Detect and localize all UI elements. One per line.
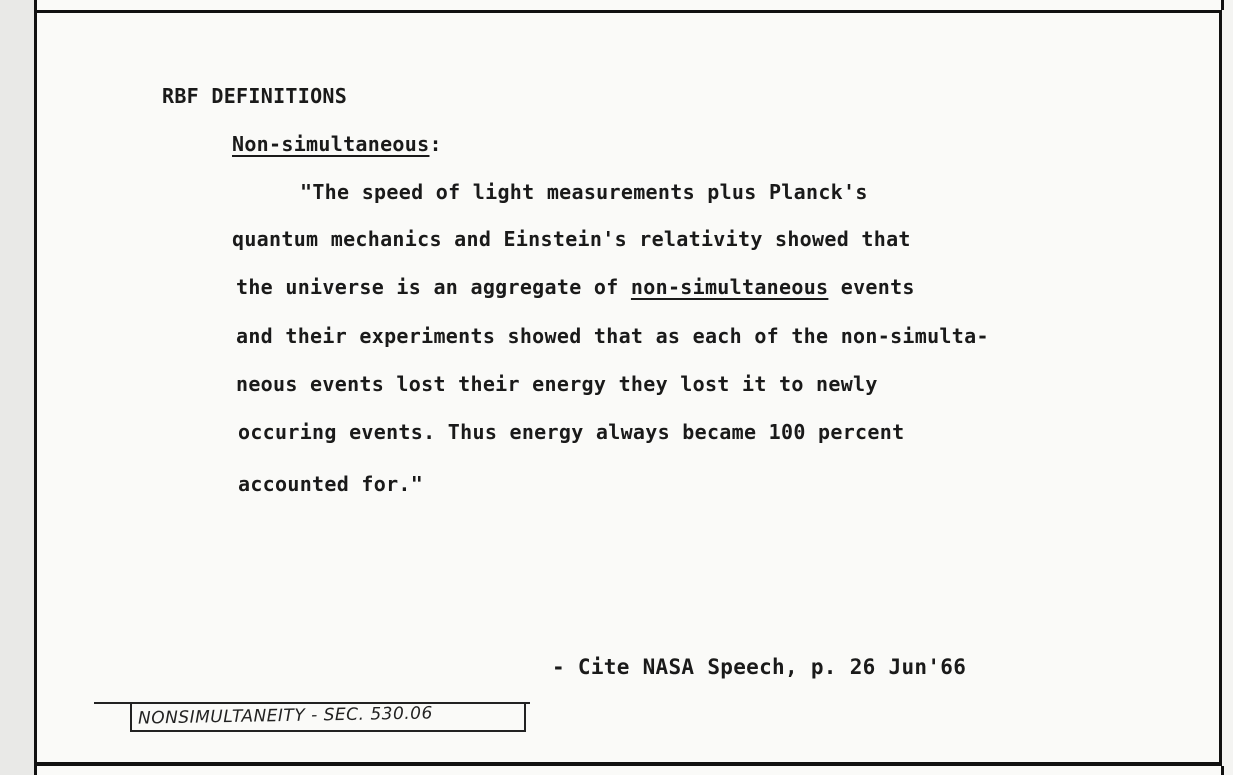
handwritten-note: NONSIMULTANEITY - SEC. 530.06 <box>137 703 434 729</box>
term-colon: : <box>429 132 442 156</box>
scan-margin <box>0 0 34 775</box>
quote-line-7: accounted for." <box>238 472 424 496</box>
document-heading: RBF DEFINITIONS <box>162 84 348 108</box>
quote-line-4: and their experiments showed that as each of the non-simulta- <box>236 324 989 348</box>
quote-line-3-start: the universe is an aggregate of <box>236 275 631 299</box>
card-top-edge <box>34 0 1224 10</box>
quote-underlined-term: non-simultaneous <box>630 275 829 299</box>
quote-line-5: neous events lost their energy they lost it to newly <box>236 372 878 396</box>
citation: - Cite NASA Speech, p. 26 Jun'66 <box>552 655 967 679</box>
term-heading <box>232 132 442 156</box>
term-label: Non-simultaneous <box>232 132 430 156</box>
quote-line-3-end: events <box>828 275 915 299</box>
quote-line-1: "The speed of light measurements plus Planck's <box>300 180 868 204</box>
card-bottom-edge <box>34 766 1224 775</box>
quote-line-2: quantum mechanics and Einstein's relativity showed that <box>232 227 911 251</box>
quote-line-6: occuring events. Thus energy always became 100 percent <box>238 420 905 444</box>
quote-line-3 <box>236 275 915 299</box>
